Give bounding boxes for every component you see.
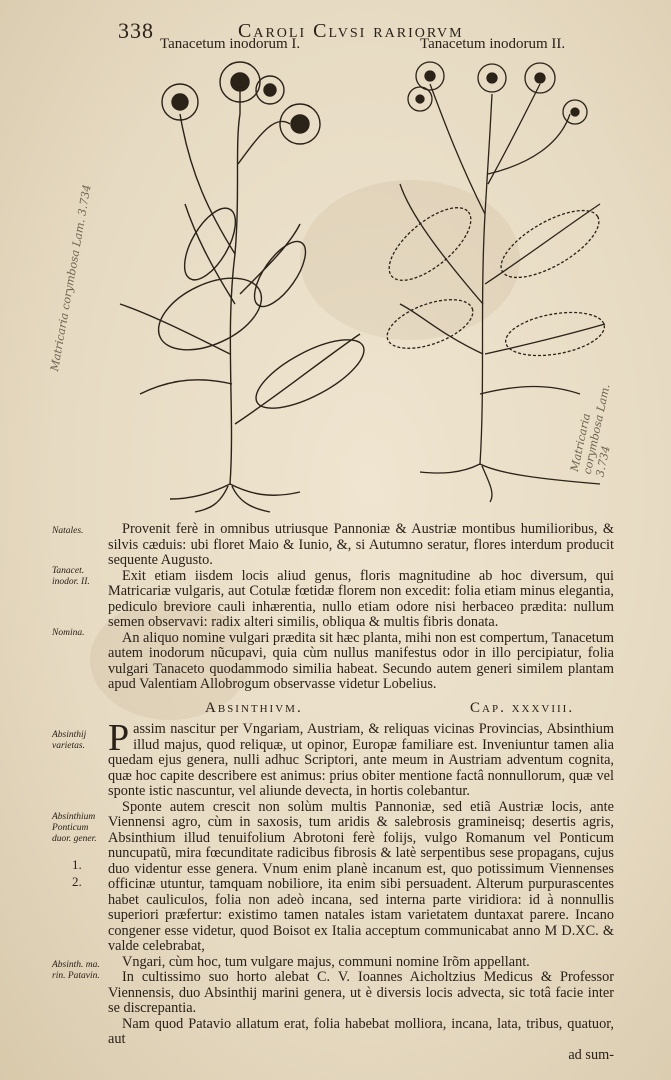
margin-number-2: 2. — [72, 874, 82, 889]
margin-note-absinthium-ponticum: Absinthium Ponticum duor. gener. — [52, 812, 97, 844]
plant-illustration-left — [120, 62, 373, 512]
paragraph: Provenit ferè in omnibus utriusque Pannoniæ & Austriæ montibus humilioribus, & silvis cæduis: ubi floret Maio & Iunio, &, si Autumno seratur, flores interdum producit sequente Augusto. — [108, 521, 614, 568]
margin-number-1: 1. — [72, 857, 82, 872]
page-number: 338 — [118, 18, 154, 43]
handwritten-annotation-right: Matricaria corymbosa Lam. 3.734 — [568, 382, 613, 479]
page-header — [0, 10, 671, 43]
caption-right: Tanacetum inodorum II. — [420, 36, 566, 52]
plant-illustration-right — [378, 62, 609, 502]
margin-note-natales: Natales. — [52, 526, 84, 536]
margin-note-absinthium-marinum: Absinth. ma. rin. Patavin. — [52, 960, 100, 981]
margin-note-absinthium-varietas: Absinthij varietas. — [52, 730, 87, 751]
paragraph: Nam quod Patavio allatum erat, folia habebat molliora, incana, lata, tribus, quatuor, aut — [108, 1015, 614, 1047]
caption-left: Tanacetum inodorum I. — [160, 36, 301, 52]
running-head: Caroli Clvsi rariorvm — [238, 20, 464, 42]
margin-note-tanacetum: Tanacet. inodor. II. — [52, 566, 90, 587]
section-title: Absinthivm. — [205, 700, 303, 716]
paragraph-with-initial — [108, 717, 614, 800]
paragraph: In cultissimo suo horto alebat C. V. Ioannes Aicholtzius Medicus & Professor Viennensis, duo Absinthij marini genera, ut è diversis locis advecta, sic totâ facie inter se discrepantia. — [108, 969, 614, 1016]
chapter-number: Cap. xxxviii. — [470, 700, 575, 716]
paragraph-text: assim nascitur per Vngariam, Austriam, & reliquas vicinas Provincias, Absinthium illud majus, quod reliquæ, ut opinor, Europæ familiare est. Inveniuntur tamen alia quedam ejus genera, nulli adhuc Scriptori, ante meum in Austriam adventum cognita, quæ hoc capite describere est animus: prius obiter mentione factâ nonnullorum, quæ vel sponte istic nascuntur, vel aliunde devecta, in hortis colebantur. — [108, 721, 614, 799]
handwritten-annotation-left: Matricaria corymbosa Lam. 3.734 — [48, 183, 94, 373]
paragraph: An aliquo nomine vulgari prædita sit hæc planta, mihi non est compertum, Tanacetum autem inodorum nũcupavi, quia cùm nullus manifestus odor in illo percipiatur, folia vulgari Tanaceto quodammodo similia habeat. Secundo autem generi similem plantam apud Valentiam Allobrogum observasse videtur Lobelius. — [108, 629, 614, 692]
drop-cap: P — [108, 717, 130, 759]
catchword: ad sum- — [568, 1046, 614, 1063]
paragraph: Exit etiam iisdem locis aliud genus, floris magnitudine ab hoc diversum, qui Matricariæ vulgaris, aut Cotulæ fœtidæ florem non excedit: folia etiam minus elegantia, pediculo breviore cauli inhærentia, nullo etiam odore nisi herbaceo prædita: nullum semen observavi: radix alteri similis, obliqua & multis fibris donata. — [108, 567, 614, 630]
paragraph: Vngari, cùm hoc, tum vulgare majus, communi nomine Irõm appellant. — [122, 953, 530, 970]
botanical-woodcut — [100, 54, 620, 514]
paragraph: Sponte autem crescit non solùm multis Pannoniæ, sed etiã Austriæ locis, ante Viennensi agro, cùm in saxosis, tum aridis & salebrosis gramineisq; desertis agris, Absinthium illud tenuifolium Abrotoni ferè folijs, vulgo Romanum vel Ponticum nuncupatũ, mira fœcunditate radicibus fibrosis & latè serpentibus sese propagans, cujus duo videntur esse genera. Vnum enim planè incanum est, quo potissimum Viennenses officinæ utuntur, tamquam nobiliore, ita enim sibi persuadent. Alterum purpurascentes habet cauliculos, folia non adeò incana, sed interna parte viridiora: id à nonnullis superiori præfertur: existimo tamen natales istam varietatem duntaxat parere. Incano congener esse videtur, quod Boisot ex Italia acceptum communicabat anno M D.XC. & valde celebrabat, — [108, 798, 614, 954]
body-text-absinthium — [108, 717, 614, 1063]
body-text-tanacetum — [108, 522, 614, 693]
margin-note-nomina: Nomina. — [52, 628, 85, 638]
